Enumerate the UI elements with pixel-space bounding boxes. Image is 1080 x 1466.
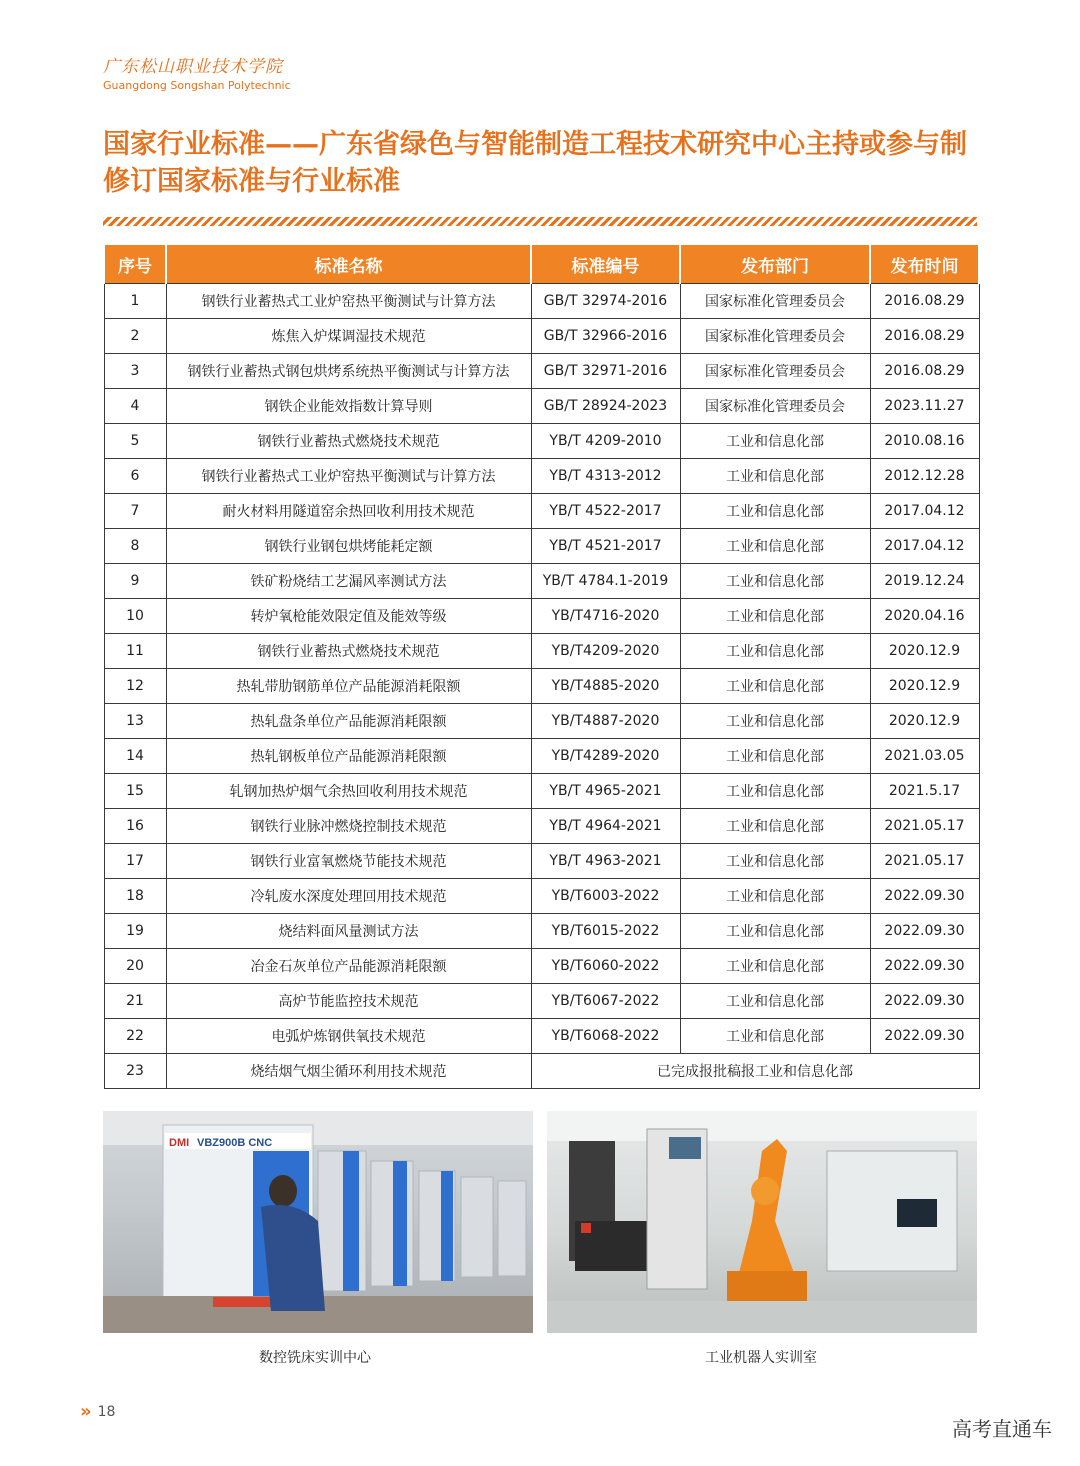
- cell-code: YB/T 4522-2017: [531, 494, 680, 529]
- table-row: [104, 1054, 979, 1089]
- cell-date: 2012.12.28: [870, 459, 979, 494]
- table-row: [104, 529, 979, 564]
- cell-index: 16: [104, 809, 166, 844]
- table-row: [104, 599, 979, 634]
- cell-code: YB/T4887-2020: [531, 704, 680, 739]
- photo-caption-left: 数控铣床实训中心: [259, 1350, 371, 1366]
- cell-code: YB/T 4784.1-2019: [531, 564, 680, 599]
- cell-name: 冷轧废水深度处理回用技术规范: [166, 879, 531, 914]
- table-row: [104, 879, 979, 914]
- cell-department: 工业和信息化部: [680, 774, 870, 809]
- chevron-right-icon: »: [80, 1401, 92, 1422]
- machine-brand-label: VBZ900B CNC: [197, 1137, 273, 1149]
- cell-index: 2: [104, 319, 166, 354]
- school-name-cn: 广东松山职业技术学院: [103, 57, 283, 77]
- cell-name: 冶金石灰单位产品能源消耗限额: [166, 949, 531, 984]
- cell-department: 工业和信息化部: [680, 739, 870, 774]
- cell-code: YB/T6003-2022: [531, 879, 680, 914]
- cell-department: 工业和信息化部: [680, 984, 870, 1019]
- table-row: [104, 984, 979, 1019]
- school-logo: [103, 56, 291, 93]
- cell-date: 2016.08.29: [870, 354, 979, 389]
- cell-date: 2017.04.12: [870, 529, 979, 564]
- cell-department: 工业和信息化部: [680, 424, 870, 459]
- cell-code: GB/T 28924-2023: [531, 389, 680, 424]
- cell-index: 15: [104, 774, 166, 809]
- cell-date: 2019.12.24: [870, 564, 979, 599]
- cell-name: 高炉节能监控技术规范: [166, 984, 531, 1019]
- table-row: [104, 739, 979, 774]
- school-name-en: Guangdong Songshan Polytechnic: [103, 79, 291, 92]
- table-row: [104, 669, 979, 704]
- cell-index: 4: [104, 389, 166, 424]
- cell-name: 钢铁行业蓄热式燃烧技术规范: [166, 424, 531, 459]
- cell-name: 烧结烟气烟尘循环利用技术规范: [166, 1054, 531, 1089]
- page-number: [80, 1403, 115, 1421]
- cell-name: 钢铁行业蓄热式工业炉窑热平衡测试与计算方法: [166, 459, 531, 494]
- cell-date: 2020.12.9: [870, 704, 979, 739]
- table-row: [104, 459, 979, 494]
- table-header-row: [104, 245, 979, 284]
- cell-code: YB/T4716-2020: [531, 599, 680, 634]
- cell-name: 热轧带肋钢筋单位产品能源消耗限额: [166, 669, 531, 704]
- cell-status-note: 已完成报批稿报工业和信息化部: [531, 1054, 979, 1089]
- cell-index: 5: [104, 424, 166, 459]
- cell-department: 工业和信息化部: [680, 529, 870, 564]
- page-title: 国家行业标准——广东省绿色与智能制造工程技术研究中心主持或参与制修订国家标准与行业标准: [103, 129, 967, 197]
- table-row: [104, 564, 979, 599]
- header-index: 序号: [104, 245, 166, 284]
- cell-department: 工业和信息化部: [680, 494, 870, 529]
- cell-department: 工业和信息化部: [680, 459, 870, 494]
- cell-department: 国家标准化管理委员会: [680, 284, 870, 319]
- table-row: [104, 914, 979, 949]
- cell-name: 铁矿粉烧结工艺漏风率测试方法: [166, 564, 531, 599]
- table-row: [104, 424, 979, 459]
- cell-index: 19: [104, 914, 166, 949]
- cell-date: 2022.09.30: [870, 879, 979, 914]
- cell-code: YB/T 4963-2021: [531, 844, 680, 879]
- table-row: [104, 494, 979, 529]
- cell-department: 国家标准化管理委员会: [680, 354, 870, 389]
- cell-name: 轧钢加热炉烟气余热回收利用技术规范: [166, 774, 531, 809]
- cell-code: YB/T4885-2020: [531, 669, 680, 704]
- page-number-value: 18: [97, 1404, 116, 1420]
- cell-index: 17: [104, 844, 166, 879]
- cell-department: 工业和信息化部: [680, 914, 870, 949]
- photo-caption-right: 工业机器人实训室: [705, 1350, 817, 1366]
- cell-date: 2021.5.17: [870, 774, 979, 809]
- cell-code: YB/T 4521-2017: [531, 529, 680, 564]
- cell-name: 热轧钢板单位产品能源消耗限额: [166, 739, 531, 774]
- cell-department: 工业和信息化部: [680, 564, 870, 599]
- cell-name: 钢铁行业蓄热式钢包烘烤系统热平衡测试与计算方法: [166, 354, 531, 389]
- cell-index: 21: [104, 984, 166, 1019]
- table-row: [104, 1019, 979, 1054]
- cell-department: 工业和信息化部: [680, 669, 870, 704]
- cell-department: 工业和信息化部: [680, 879, 870, 914]
- cell-date: 2020.04.16: [870, 599, 979, 634]
- cell-index: 8: [104, 529, 166, 564]
- cell-date: 2022.09.30: [870, 984, 979, 1019]
- cell-date: 2022.09.30: [870, 914, 979, 949]
- cell-code: YB/T6015-2022: [531, 914, 680, 949]
- cell-index: 10: [104, 599, 166, 634]
- cell-code: YB/T6060-2022: [531, 949, 680, 984]
- table-row: [104, 704, 979, 739]
- cell-department: 工业和信息化部: [680, 704, 870, 739]
- cell-index: 14: [104, 739, 166, 774]
- header-name: 标准名称: [166, 245, 531, 284]
- cell-department: 工业和信息化部: [680, 844, 870, 879]
- cell-date: 2016.08.29: [870, 319, 979, 354]
- table-row: [104, 949, 979, 984]
- cell-department: 工业和信息化部: [680, 1019, 870, 1054]
- table-row: [104, 774, 979, 809]
- cell-name: 钢铁企业能效指数计算导则: [166, 389, 531, 424]
- cell-date: 2020.12.9: [870, 634, 979, 669]
- cell-date: 2020.12.9: [870, 669, 979, 704]
- cell-index: 23: [104, 1054, 166, 1089]
- cell-date: 2021.03.05: [870, 739, 979, 774]
- cell-name: 炼焦入炉煤调湿技术规范: [166, 319, 531, 354]
- cell-code: GB/T 32974-2016: [531, 284, 680, 319]
- cell-date: 2023.11.27: [870, 389, 979, 424]
- cell-name: 钢铁行业蓄热式工业炉窑热平衡测试与计算方法: [166, 284, 531, 319]
- cell-name: 钢铁行业蓄热式燃烧技术规范: [166, 634, 531, 669]
- table-row: [104, 284, 979, 319]
- cell-code: YB/T6068-2022: [531, 1019, 680, 1054]
- cell-date: 2021.05.17: [870, 844, 979, 879]
- cell-index: 9: [104, 564, 166, 599]
- cell-department: 工业和信息化部: [680, 599, 870, 634]
- cell-code: YB/T 4209-2010: [531, 424, 680, 459]
- cell-date: 2022.09.30: [870, 949, 979, 984]
- table-row: [104, 634, 979, 669]
- robot-training-photo: [547, 1111, 977, 1333]
- cell-name: 钢铁行业脉冲燃烧控制技术规范: [166, 809, 531, 844]
- header-department: 发布部门: [680, 245, 870, 284]
- svg-text:DMI: DMI: [169, 1137, 190, 1149]
- cell-date: 2022.09.30: [870, 1019, 979, 1054]
- watermark: 高考直通车: [952, 1417, 1052, 1441]
- cell-code: YB/T6067-2022: [531, 984, 680, 1019]
- table-row: [104, 389, 979, 424]
- cell-code: GB/T 32966-2016: [531, 319, 680, 354]
- cell-code: YB/T 4313-2012: [531, 459, 680, 494]
- cell-name: 钢铁行业富氧燃烧节能技术规范: [166, 844, 531, 879]
- cell-name: 钢铁行业钢包烘烤能耗定额: [166, 529, 531, 564]
- cell-index: 20: [104, 949, 166, 984]
- table-row: [104, 354, 979, 389]
- cell-name: 耐火材料用隧道窑余热回收利用技术规范: [166, 494, 531, 529]
- standards-table: [103, 245, 980, 1089]
- cell-name: 热轧盘条单位产品能源消耗限额: [166, 704, 531, 739]
- cell-index: 3: [104, 354, 166, 389]
- cell-index: 11: [104, 634, 166, 669]
- decorative-stripe: [103, 217, 977, 226]
- table-row: [104, 809, 979, 844]
- cell-code: YB/T4289-2020: [531, 739, 680, 774]
- cell-department: 工业和信息化部: [680, 809, 870, 844]
- cell-department: 国家标准化管理委员会: [680, 389, 870, 424]
- cell-date: 2010.08.16: [870, 424, 979, 459]
- cell-index: 12: [104, 669, 166, 704]
- cell-code: YB/T 4965-2021: [531, 774, 680, 809]
- cell-name: 烧结料面风量测试方法: [166, 914, 531, 949]
- table-row: [104, 844, 979, 879]
- cell-code: GB/T 32971-2016: [531, 354, 680, 389]
- cell-name: 转炉氧枪能效限定值及能效等级: [166, 599, 531, 634]
- cell-index: 22: [104, 1019, 166, 1054]
- cnc-training-photo: [103, 1111, 533, 1333]
- table-row: [104, 319, 979, 354]
- header-code: 标准编号: [531, 245, 680, 284]
- cell-name: 电弧炉炼钢供氧技术规范: [166, 1019, 531, 1054]
- cell-department: 工业和信息化部: [680, 634, 870, 669]
- cell-department: 工业和信息化部: [680, 949, 870, 984]
- cell-index: 6: [104, 459, 166, 494]
- cell-date: 2017.04.12: [870, 494, 979, 529]
- cell-index: 7: [104, 494, 166, 529]
- cell-index: 1: [104, 284, 166, 319]
- cell-code: YB/T 4964-2021: [531, 809, 680, 844]
- cell-code: YB/T4209-2020: [531, 634, 680, 669]
- cell-date: 2016.08.29: [870, 284, 979, 319]
- cell-department: 国家标准化管理委员会: [680, 319, 870, 354]
- cell-date: 2021.05.17: [870, 809, 979, 844]
- cell-index: 18: [104, 879, 166, 914]
- header-date: 发布时间: [870, 245, 979, 284]
- cell-index: 13: [104, 704, 166, 739]
